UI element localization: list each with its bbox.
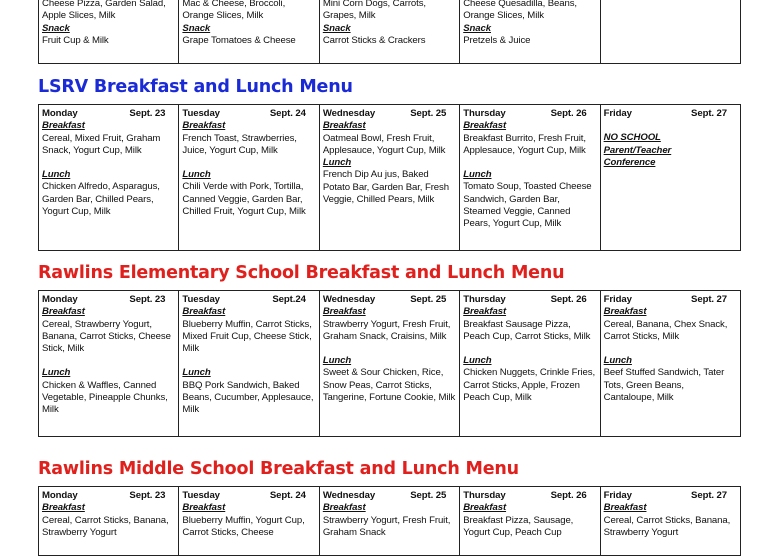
lunch-label: Lunch — [42, 169, 71, 181]
breakfast-label: Breakfast — [42, 120, 85, 132]
lunch-label: Lunch — [182, 169, 211, 181]
middle-school-menu-table — [38, 486, 741, 556]
day-date: Sept. 24 — [269, 490, 306, 501]
day-header — [463, 490, 596, 502]
lunch-text: BBQ Pork Sandwich, Baked Beans, Cucumber, Applesauce, Milk — [182, 379, 314, 416]
lunch-text: Chicken & Waffles, Canned Vegetable, Pineapple Chunks, Milk — [42, 379, 168, 416]
top-cell-monday — [39, 0, 179, 63]
snack-text: Fruit Cup & Milk — [42, 34, 109, 46]
menu-text: Apple Slices, Milk — [42, 10, 116, 22]
day-header — [42, 108, 175, 120]
day-cell-thursday — [460, 291, 600, 436]
day-date: Sept. 24 — [269, 108, 306, 119]
day-name: Thursday — [463, 294, 506, 305]
breakfast-label: Breakfast — [322, 502, 366, 514]
day-cell-tuesday — [179, 105, 319, 250]
lunch-label: Lunch — [603, 355, 632, 367]
day-name: Monday — [42, 490, 78, 501]
lunch-label: Lunch — [42, 367, 71, 379]
day-cell-tuesday — [179, 291, 319, 436]
day-header — [463, 108, 596, 120]
lunch-label: Lunch — [463, 169, 492, 181]
breakfast-label: Breakfast — [322, 120, 366, 132]
day-cell-monday — [39, 105, 179, 250]
breakfast-text: Strawberry Yogurt, Fresh Fruit, Graham Snack, Craisins, Milk — [322, 318, 451, 342]
section-title-elementary: Rawlins Elementary School Breakfast and Lunch Menu — [38, 263, 565, 283]
day-date: Sept. 25 — [410, 294, 447, 305]
top-cell-tuesday — [179, 0, 319, 63]
lunch-text: Chicken Alfredo, Asparagus, Garden Bar, Chilled Pears, Yogurt Cup, Milk — [42, 181, 160, 218]
day-cell-wednesday — [320, 291, 460, 436]
lunch-text: Chili Verde with Pork, Tortilla, Canned Veggie, Garden Bar, Chilled Fruit, Yogurt Cup, Milk — [182, 181, 306, 218]
day-name: Friday — [603, 294, 632, 305]
day-cell-friday — [601, 291, 740, 436]
day-cell-friday — [601, 487, 740, 555]
breakfast-text: Cereal, Strawberry Yogurt, Banana, Carrot Sticks, Cheese Stick, Milk — [42, 318, 171, 355]
menu-text: Cheese Quesadilla, Beans, — [463, 0, 577, 9]
lunch-text: Beef Stuffed Sandwich, Tater Tots, Green Beans, Cantaloupe, Milk — [603, 367, 725, 404]
breakfast-text: Cereal, Carrot Sticks, Banana, Strawberry Yogurt — [603, 514, 731, 538]
day-header — [604, 294, 737, 306]
top-cell-friday — [601, 0, 740, 63]
day-name: Monday — [42, 108, 78, 119]
breakfast-text: Cereal, Carrot Sticks, Banana, Strawberry Yogurt — [42, 514, 169, 538]
day-date: Sept. 27 — [691, 294, 728, 305]
breakfast-text: Oatmeal Bowl, Fresh Fruit, Applesauce, Yogurt Cup, Milk — [322, 132, 446, 156]
breakfast-label: Breakfast — [463, 120, 507, 132]
breakfast-text: Strawberry Yogurt, Fresh Fruit, Graham Snack — [322, 514, 451, 538]
day-name: Friday — [603, 490, 632, 501]
day-date: Sept. 27 — [691, 490, 728, 501]
breakfast-label: Breakfast — [322, 306, 366, 318]
lunch-text: Chicken Nuggets, Crinkle Fries, Carrot Sticks, Apple, Frozen Peach Cup, Milk — [463, 367, 596, 404]
day-header — [323, 108, 456, 120]
lunch-label: Lunch — [463, 355, 492, 367]
elementary-menu-table — [38, 290, 741, 437]
day-name: Wednesday — [322, 108, 376, 119]
day-cell-wednesday — [320, 487, 460, 555]
menu-text: Grapes, Milk — [322, 10, 376, 22]
lunch-text: Tomato Soup, Toasted Cheese Sandwich, Garden Bar, Steamed Veggie, Canned Pears, Yogurt Cup, Milk — [463, 181, 592, 230]
breakfast-label: Breakfast — [463, 306, 507, 318]
day-name: Thursday — [463, 490, 506, 501]
breakfast-label: Breakfast — [603, 502, 647, 514]
breakfast-text: Breakfast Pizza, Sausage, Yogurt Cup, Peach Cup — [463, 514, 574, 538]
breakfast-text: Cereal, Banana, Chex Snack, Carrot Sticks, Milk — [603, 318, 728, 342]
snack-text: Carrot Sticks & Crackers — [322, 34, 426, 46]
lunch-text: French Dip Au jus, Baked Potato Bar, Garden Bar, Fresh Veggie, Chilled Pears, Milk — [322, 169, 449, 206]
day-cell-friday — [601, 105, 740, 250]
snack-text: Pretzels & Juice — [463, 34, 531, 46]
day-name: Tuesday — [182, 294, 220, 305]
day-date: Sept. 23 — [129, 108, 166, 119]
day-header — [42, 294, 175, 306]
top-menu-table — [38, 0, 741, 64]
lunch-label: Lunch — [322, 355, 352, 367]
day-cell-thursday — [460, 105, 600, 250]
day-date: Sept. 26 — [550, 490, 587, 501]
day-name: Thursday — [463, 108, 506, 119]
breakfast-label: Breakfast — [463, 502, 507, 514]
breakfast-text: Breakfast Sausage Pizza, Peach Cup, Carrot Sticks, Milk — [463, 318, 591, 342]
top-cell-thursday — [460, 0, 600, 63]
menu-text: Mac & Cheese, Broccoli, — [182, 0, 286, 9]
lunch-text: Sweet & Sour Chicken, Rice, Snow Peas, Carrot Sticks, Tangerine, Fortune Cookie, Milk — [322, 367, 456, 404]
day-date: Sept. 27 — [691, 108, 728, 119]
day-cell-tuesday — [179, 487, 319, 555]
breakfast-label: Breakfast — [42, 306, 85, 318]
snack-label: Snack — [42, 22, 70, 34]
breakfast-text: Blueberry Muffin, Carrot Sticks, Mixed Fruit Cup, Cheese Stick, Milk — [182, 318, 312, 355]
menu-text: Orange Slices, Milk — [182, 10, 264, 22]
day-header — [604, 490, 737, 502]
menu-text: Orange Slices, Milk — [463, 10, 544, 22]
menu-text: Cheese Pizza, Garden Salad, — [42, 0, 166, 9]
breakfast-text: Breakfast Burrito, Fresh Fruit, Applesauce, Yogurt Cup, Milk — [463, 132, 586, 156]
menu-text: Mini Corn Dogs, Carrots, — [322, 0, 426, 9]
snack-label: Snack — [463, 22, 491, 34]
day-name: Wednesday — [322, 294, 376, 305]
day-date: Sept. 25 — [410, 490, 447, 501]
breakfast-label: Breakfast — [42, 502, 85, 514]
breakfast-label: Breakfast — [182, 502, 226, 514]
section-title-lsrv: LSRV Breakfast and Lunch Menu — [38, 77, 353, 97]
day-date: Sept.24 — [272, 294, 306, 305]
day-date: Sept. 23 — [129, 294, 166, 305]
breakfast-text: French Toast, Strawberries, Juice, Yogurt Cup, Milk — [182, 132, 297, 156]
breakfast-text: Blueberry Muffin, Yogurt Cup, Carrot Sticks, Cheese — [182, 514, 305, 538]
day-name: Wednesday — [322, 490, 376, 501]
breakfast-label: Breakfast — [182, 306, 226, 318]
breakfast-label: Breakfast — [603, 306, 647, 318]
day-header — [323, 294, 456, 306]
snack-label: Snack — [322, 22, 351, 34]
day-header — [323, 490, 456, 502]
day-header — [182, 490, 315, 502]
day-cell-monday — [39, 291, 179, 436]
day-cell-thursday — [460, 487, 600, 555]
day-header — [604, 108, 737, 120]
day-name: Friday — [603, 108, 632, 119]
day-date: Sept. 23 — [129, 490, 166, 501]
section-title-middle-school: Rawlins Middle School Breakfast and Lunch Menu — [38, 459, 519, 479]
lunch-label: Lunch — [182, 367, 211, 379]
day-header — [42, 490, 175, 502]
day-header — [182, 294, 315, 306]
day-date: Sept. 25 — [410, 108, 447, 119]
day-name: Tuesday — [182, 108, 220, 119]
breakfast-label: Breakfast — [182, 120, 226, 132]
lsrv-menu-table — [38, 104, 741, 251]
day-cell-monday — [39, 487, 179, 555]
day-header — [463, 294, 596, 306]
day-header — [182, 108, 315, 120]
snack-label: Snack — [182, 22, 211, 34]
day-name: Monday — [42, 294, 78, 305]
day-cell-wednesday — [320, 105, 460, 250]
day-date: Sept. 26 — [550, 108, 587, 119]
snack-text: Grape Tomatoes & Cheese — [182, 34, 296, 46]
lunch-label: Lunch — [322, 157, 352, 169]
day-date: Sept. 26 — [550, 294, 587, 305]
top-cell-wednesday — [320, 0, 460, 63]
no-school-note: NO SCHOOL Parent/Teacher Conference — [603, 132, 672, 168]
day-name: Tuesday — [182, 490, 220, 501]
breakfast-text: Cereal, Mixed Fruit, Graham Snack, Yogurt Cup, Milk — [42, 132, 161, 156]
